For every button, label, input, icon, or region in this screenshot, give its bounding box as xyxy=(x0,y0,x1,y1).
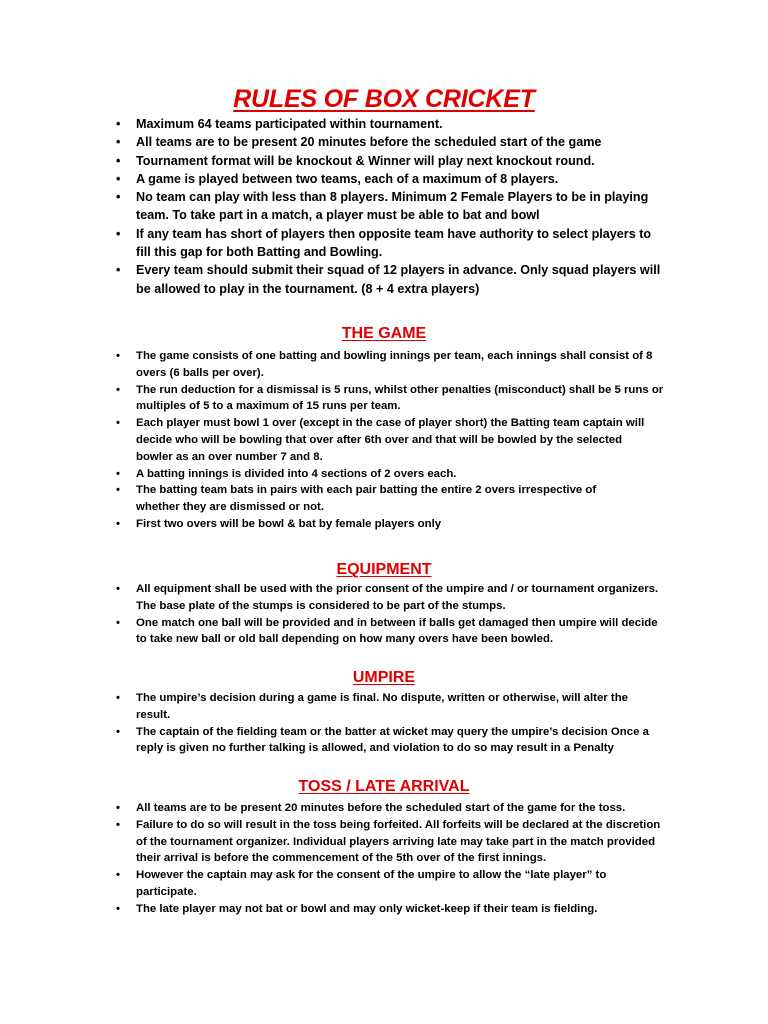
list-item: • Every team should submit their squad of 12 players in advance. Only squad players will be allowed to play in the tournament. (8 + 4 extra players) xyxy=(110,261,700,298)
section-title-equipment: EQUIPMENT xyxy=(336,561,432,578)
list-item: • All teams are to be present 20 minutes before the scheduled start of the game for the toss. xyxy=(110,800,700,817)
section-title-toss-late-arrival: TOSS / LATE ARRIVAL xyxy=(298,778,470,795)
list-item: • A game is played between two teams, each of a maximum of 8 players. xyxy=(110,170,700,188)
list-item: • The run deduction for a dismissal is 5 runs, whilst other penalties (misconduct) shall be 5 runs or multiples of 5 to a maximum of 15 runs per team. xyxy=(110,382,700,416)
list-item: • Each player must bowl 1 over (except in the case of player short) the Batting team captain will decide who will be bowling that over after 6th over and that will be bowled by the selected bowler as an over number 7 and 8. xyxy=(110,415,700,465)
list-item: • One match one ball will be provided and in between if balls get damaged then umpire will decide to take new ball or old ball depending on how many overs have been bowled. xyxy=(110,615,700,649)
list-item: • The captain of the fielding team or the batter at wicket may query the umpire’s decision Once a reply is given no further talking is allowed, and violation to do so may result in a Penalty xyxy=(110,724,700,758)
list-item: • Failure to do so will result in the toss being forfeited. All forfeits will be declared at the discretion of the tournament organizer. Individual players arriving late may take part in the match provided their arrival is before the commencement of the 5th over of the first innings. xyxy=(110,817,700,867)
list-item: • The batting team bats in pairs with each pair batting the entire 2 overs irrespective of whether they are dismissed or not. xyxy=(110,482,700,516)
list-item: • The late player may not bat or bowl and may only wicket-keep if their team is fielding. xyxy=(110,901,700,918)
list-item: • The umpire’s decision during a game is final. No dispute, written or otherwise, will alter the result. xyxy=(110,690,700,724)
list-item: • A batting innings is divided into 4 sections of 2 overs each. xyxy=(110,466,700,483)
section-title-umpire: UMPIRE xyxy=(352,669,416,686)
intro-rules-list xyxy=(110,115,700,298)
section-title-the-game: THE GAME xyxy=(341,325,427,342)
list-item: • Maximum 64 teams participated within tournament. xyxy=(110,115,700,133)
list-item: • However the captain may ask for the consent of the umpire to allow the “late player” to participate. xyxy=(110,867,700,901)
list-item: • First two overs will be bowl & bat by female players only xyxy=(110,516,700,533)
list-item: • No team can play with less than 8 players. Minimum 2 Female Players to be in playing team. To take part in a match, a player must be able to bat and bowl xyxy=(110,188,700,225)
list-item: • All teams are to be present 20 minutes before the scheduled start of the game xyxy=(110,133,700,151)
equipment-rules-list xyxy=(110,581,700,648)
document-title: RULES OF BOX CRICKET xyxy=(233,85,535,113)
umpire-rules-list xyxy=(110,690,700,757)
list-item: • All equipment shall be used with the prior consent of the umpire and / or tournament organizers. The base plate of the stumps is considered to be part of the stumps. xyxy=(110,581,700,615)
list-item: • Tournament format will be knockout & Winner will play next knockout round. xyxy=(110,152,700,170)
list-item: • If any team has short of players then opposite team have authority to select players to fill this gap for both Batting and Bowling. xyxy=(110,225,700,262)
game-rules-list xyxy=(110,348,700,533)
list-item: • The game consists of one batting and bowling innings per team, each innings shall consist of 8 overs (6 balls per over). xyxy=(110,348,700,382)
toss-rules-list xyxy=(110,800,700,918)
